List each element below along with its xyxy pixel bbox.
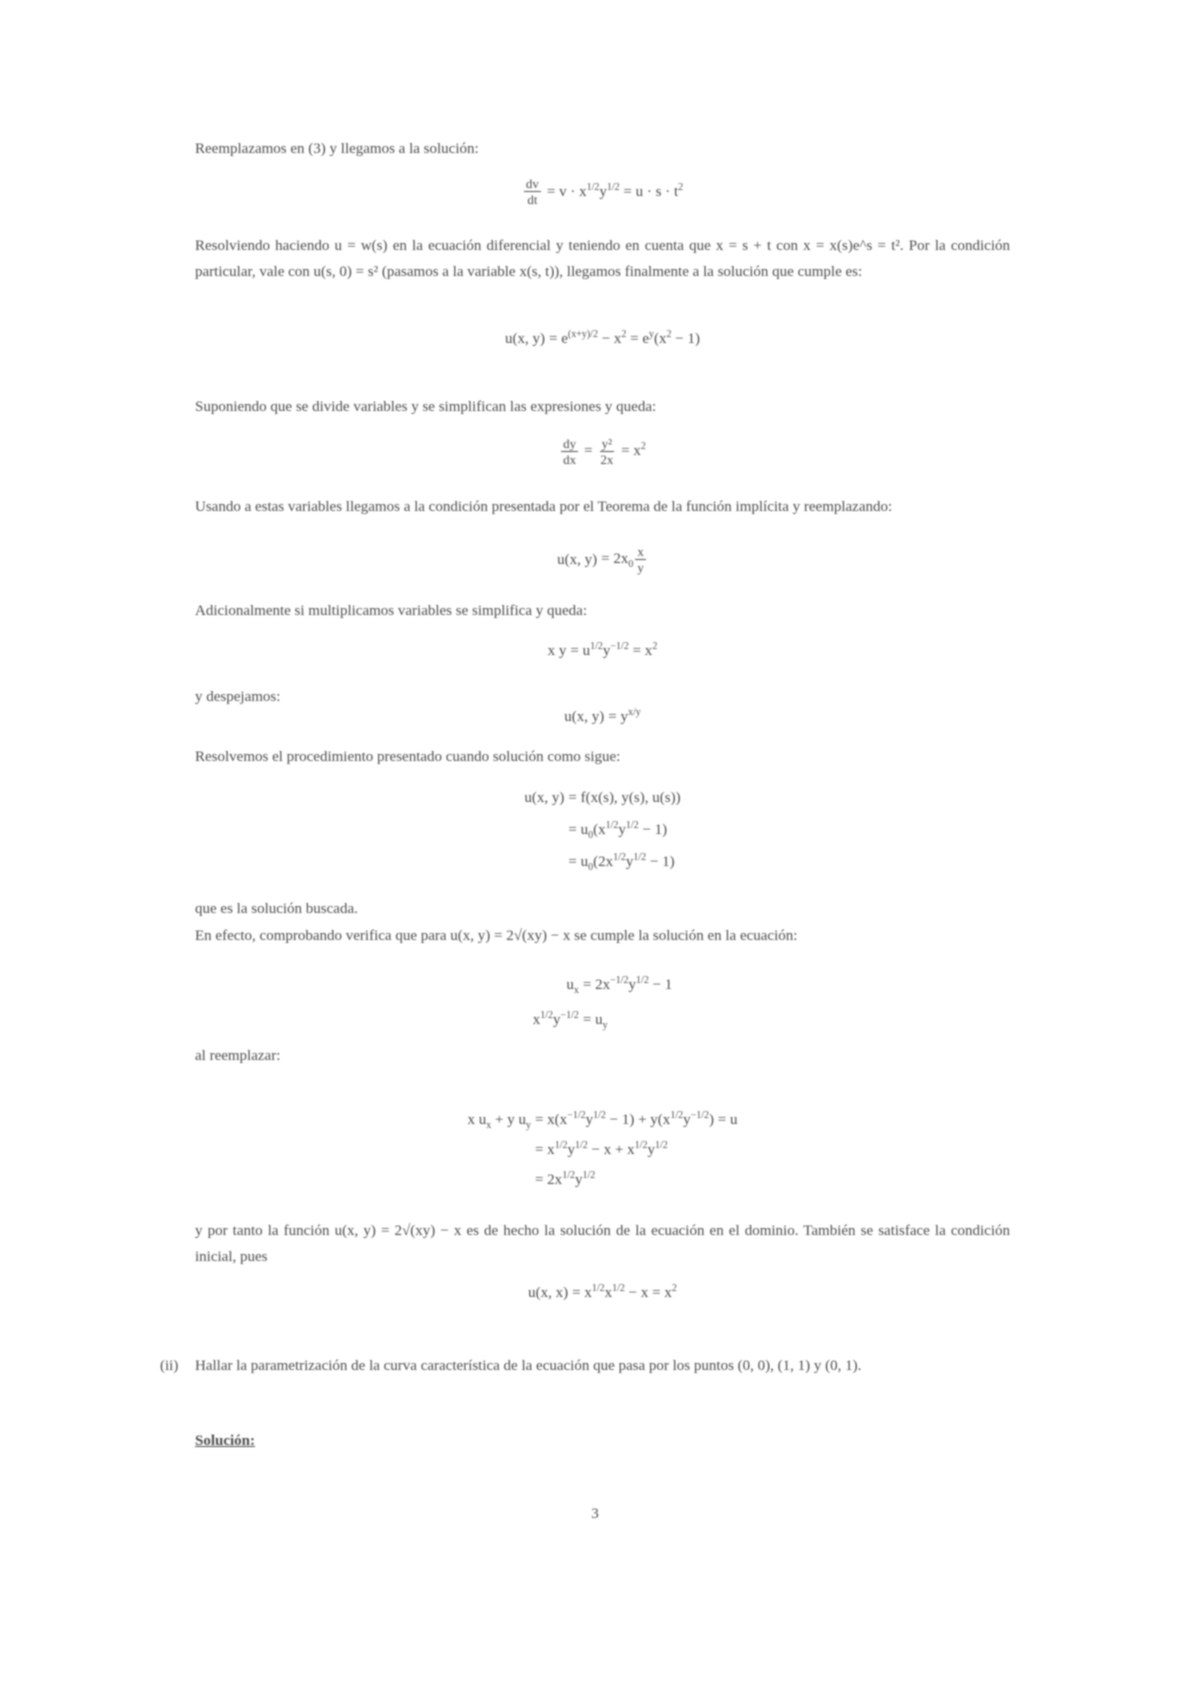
eq-term: y <box>585 1112 594 1128</box>
eq-term: = 2x <box>601 550 629 567</box>
equation-row <box>557 544 648 575</box>
eq-superscript: 1/2 <box>634 1140 648 1151</box>
equation-rhs <box>572 1280 677 1306</box>
eq-superscript: y <box>649 329 655 340</box>
equation-row <box>468 1105 738 1135</box>
equation-4 <box>195 544 1010 584</box>
equation-row <box>524 782 680 814</box>
eq-superscript: 1/2 <box>633 852 647 863</box>
paragraph-resolvemos: Resolvemos el procedimiento presentado cuando solución como sigue: <box>195 749 621 765</box>
eq-subscript: x <box>573 984 579 996</box>
eq-superscript: 2 <box>640 440 646 452</box>
equation-lhs <box>524 846 568 878</box>
paragraph-adicional: Adicionalmente si multiplicamos variables se simplifica y queda: <box>195 603 587 619</box>
eq-superscript: 1/2 <box>612 1283 625 1294</box>
eq-superscript: 2 <box>671 1283 677 1294</box>
eq-superscript: 2 <box>621 329 627 340</box>
eq-term: x <box>532 1011 541 1028</box>
equation-table <box>528 1280 677 1306</box>
equation-10 <box>195 1280 1010 1315</box>
eq-term: = u <box>570 643 591 659</box>
fraction-denominator: 2x <box>600 452 614 467</box>
eq-term: = x(x <box>534 1112 568 1128</box>
eq-superscript: 2 <box>666 329 672 340</box>
eq-superscript: 1/2 <box>606 181 620 193</box>
equation-lhs <box>468 1105 535 1135</box>
equation-1 <box>195 176 1010 216</box>
eq-superscript: 1/2 <box>670 1110 684 1121</box>
fraction-numerator: dy <box>563 436 577 451</box>
eq-superscript: 1/2 <box>605 820 619 831</box>
eq-superscript: 1/2 <box>554 1140 568 1151</box>
equation-row <box>559 436 646 467</box>
item-text: Hallar la parametrización de la curva característica de la ecuación que pasa por los puntos (0, 0), (1, 1) y (0, 1). <box>195 1358 862 1374</box>
eq-subscript: 0 <box>588 862 594 873</box>
eq-superscript: 1/2 <box>562 1170 575 1181</box>
eq-term: y <box>628 976 637 993</box>
eq-term: + y u <box>491 1112 526 1128</box>
eq-term: (x <box>654 331 667 347</box>
eq-term: = x <box>534 1142 555 1158</box>
fraction-denominator: y <box>637 560 644 575</box>
eq-term: − 1) <box>646 854 675 870</box>
eq-term: = e <box>548 331 568 347</box>
eq-term: = u · s · t <box>619 183 679 200</box>
eq-term: = v · x <box>546 183 587 200</box>
paragraph-despejamos: y despejamos: <box>195 689 281 705</box>
equation-lhs <box>533 1002 583 1037</box>
equation-rhs <box>583 967 672 1002</box>
equation-row <box>533 967 673 1002</box>
equation-row <box>524 846 680 878</box>
equation-lhs <box>468 1165 535 1195</box>
eq-superscript: −1/2 <box>610 641 629 652</box>
fraction-numerator: dv <box>525 176 539 191</box>
equation-rhs <box>568 846 680 878</box>
eq-superscript: (x+y)/2 <box>567 329 598 340</box>
paragraph-resolviendo: Resolviendo haciendo u = w(s) en la ecuación diferencial y teniendo en cuenta que x = s + t con x = x(s)e^s = t². Por la condición particular, vale con u(s, 0) = s² (pasamos a la variable x(s, t)), llegamos finalmente a la solución que cumple es: <box>195 238 1010 280</box>
equation-rhs <box>608 704 641 730</box>
fraction-denominator: dx <box>563 452 577 467</box>
equation-5 <box>195 638 1010 673</box>
equation-row <box>548 638 658 664</box>
equation-rhs <box>583 1002 672 1037</box>
equation-table <box>524 782 680 878</box>
equation-lhs <box>522 176 547 207</box>
equation-rhs <box>584 436 646 467</box>
equation-row <box>522 176 683 207</box>
eq-subscript: 0 <box>588 830 594 841</box>
eq-superscript: 2 <box>652 641 658 652</box>
eq-term: − x + x <box>587 1142 635 1158</box>
equation-lhs <box>524 782 568 814</box>
eq-term: = x <box>628 643 653 659</box>
equation-rhs <box>535 1105 738 1135</box>
eq-superscript: 1/2 <box>613 852 626 863</box>
equation-2 <box>195 326 1010 361</box>
eq-term: = 2x <box>582 976 611 993</box>
eq-term: y <box>602 643 611 659</box>
eq-fraction <box>598 436 615 467</box>
eq-superscript: 1/2 <box>586 181 600 193</box>
eq-term: y <box>552 1011 561 1028</box>
eq-term: = u <box>568 822 589 838</box>
eq-superscript: x/y <box>627 707 641 718</box>
solucion-heading: Solución: <box>195 1433 256 1449</box>
eq-term: x u <box>467 1112 487 1128</box>
eq-subscript: y <box>602 1019 608 1031</box>
eq-superscript: 1/2 <box>625 820 639 831</box>
equation-lhs <box>559 436 584 467</box>
equation-lhs <box>528 1280 572 1306</box>
item-label: (ii) <box>160 1358 179 1374</box>
eq-term: y <box>683 1112 691 1128</box>
equation-lhs <box>505 326 549 352</box>
eq-term: = u <box>568 854 589 870</box>
eq-term: − x <box>597 331 622 347</box>
equation-row <box>468 1135 738 1165</box>
eq-superscript: −1/2 <box>690 1110 710 1121</box>
eq-term: u(x, y) <box>524 790 565 806</box>
eq-subscript: x <box>486 1120 492 1131</box>
eq-superscript: 1/2 <box>574 1140 588 1151</box>
paragraph-usando: Usando a estas variables llegamos a la condición presentada por el Teorema de la función implícita y reemplazando: <box>195 499 893 515</box>
eq-subscript: 0 <box>628 558 634 570</box>
eq-term: = y <box>608 709 628 725</box>
equation-8 <box>195 967 1010 1037</box>
eq-superscript: 1/2 <box>636 974 649 986</box>
equation-row <box>505 326 700 352</box>
equation-row <box>533 1002 673 1037</box>
equation-3 <box>195 436 1010 476</box>
eq-term: ) = u <box>709 1112 738 1128</box>
equation-table <box>468 1105 738 1195</box>
eq-superscript: 1/2 <box>654 1140 668 1151</box>
eq-term: = f(x(s), y(s), u(s)) <box>568 790 681 806</box>
eq-term: − 1) + y(x <box>605 1112 671 1128</box>
eq-fraction <box>524 176 541 207</box>
eq-term: u <box>566 976 574 993</box>
paragraph-suponiendo: Suponiendo que se divide variables y se simplifican las expresiones y queda: <box>195 399 657 415</box>
eq-superscript: 1/2 <box>591 1283 605 1294</box>
eq-superscript: −1/2 <box>610 974 629 986</box>
equation-rhs <box>535 1135 738 1165</box>
equation-rhs <box>570 638 657 664</box>
eq-subscript: y <box>525 1120 531 1131</box>
eq-term: x y <box>547 643 567 659</box>
equation-rhs <box>535 1165 738 1195</box>
equation-rhs <box>547 176 683 207</box>
eq-superscript: −1/2 <box>567 1110 586 1121</box>
eq-term: = <box>584 442 597 459</box>
eq-term: = u <box>582 1011 603 1028</box>
eq-term: y <box>618 822 626 838</box>
eq-term: u(x, y) <box>564 709 605 725</box>
eq-fraction <box>635 544 646 575</box>
eq-term: u(x, x) <box>528 1285 569 1301</box>
eq-term: u(x, y) <box>557 551 598 568</box>
equation-lhs <box>468 1135 535 1165</box>
paragraph-efecto: En efecto, comprobando verifica que para u(x, y) = 2√(xy) − x se cumple la solución en la ecuación: <box>195 928 798 944</box>
page-number: 3 <box>591 1506 599 1522</box>
eq-term: = x <box>572 1285 592 1301</box>
equation-row <box>528 1280 677 1306</box>
eq-superscript: 2 <box>678 181 684 193</box>
equation-rhs <box>601 544 648 575</box>
equation-lhs <box>557 544 601 575</box>
equation-table <box>548 638 658 664</box>
eq-term: y <box>567 1142 575 1158</box>
equation-lhs <box>548 638 571 664</box>
equation-row <box>564 704 641 730</box>
equation-lhs <box>524 814 568 846</box>
equation-table <box>522 176 683 207</box>
paragraph-reemplazar: al reemplazar: <box>195 1048 281 1064</box>
equation-rhs <box>568 782 680 814</box>
eq-term: = x <box>617 442 641 459</box>
equation-7 <box>195 782 1010 878</box>
eq-term: y <box>599 183 607 200</box>
equation-row <box>524 814 680 846</box>
eq-term: = 2x <box>534 1172 563 1188</box>
eq-superscript: −1/2 <box>560 1009 579 1021</box>
eq-superscript: 1/2 <box>540 1009 553 1021</box>
intro-text: Reemplazamos en (3) y llegamos a la solución: <box>195 141 479 157</box>
eq-term: u(x, y) <box>504 331 545 347</box>
paragraph-final: y por tanto la función u(x, y) = 2√(xy) − x es de hecho la solución de la ecuación en el dominio. También se satisface la condición inicial, pues <box>195 1223 1010 1265</box>
fraction-denominator: dt <box>527 192 538 207</box>
eq-term: − 1) <box>671 331 700 347</box>
eq-term: y <box>647 1142 655 1158</box>
eq-superscript: 1/2 <box>582 1170 596 1181</box>
equation-table <box>557 544 648 575</box>
fraction-numerator: y² <box>601 436 613 451</box>
equation-9 <box>195 1105 1010 1195</box>
eq-term: − x = x <box>624 1285 672 1301</box>
eq-term: x <box>604 1285 613 1301</box>
eq-term: − 1) <box>638 822 668 838</box>
eq-fraction <box>561 436 578 467</box>
equation-table <box>559 436 646 467</box>
fraction-numerator: x <box>637 544 644 559</box>
eq-superscript: 1/2 <box>593 1110 606 1121</box>
equation-table <box>564 704 641 730</box>
eq-term: y <box>625 854 634 870</box>
eq-term: = e <box>626 331 650 347</box>
equation-rhs <box>568 814 680 846</box>
equation-rhs <box>549 326 700 352</box>
eq-term: (2x <box>593 854 614 870</box>
equation-lhs <box>564 704 608 730</box>
equation-lhs <box>533 967 583 1002</box>
paragraph-buscada: que es la solución buscada. <box>195 901 358 917</box>
eq-term: (x <box>593 822 606 838</box>
eq-term: − 1 <box>648 976 673 993</box>
equation-table <box>533 967 673 1037</box>
equation-table <box>505 326 700 352</box>
eq-superscript: 1/2 <box>590 641 603 652</box>
eq-term: y <box>574 1172 583 1188</box>
equation-6 <box>195 704 1010 739</box>
equation-row <box>468 1165 738 1195</box>
